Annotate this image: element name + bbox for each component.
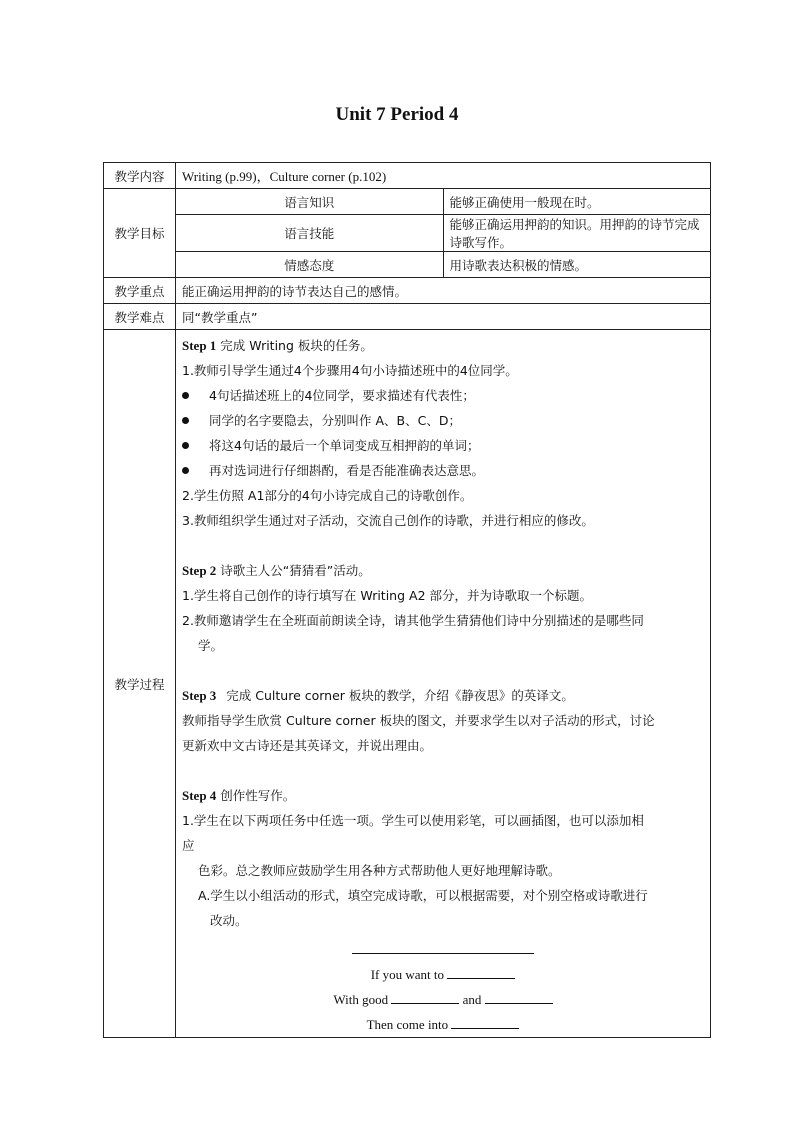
row-key-point — [104, 278, 711, 304]
paragraph: 3.教师组织学生通过对子活动，交流自己创作的诗歌，并进行相应的修改。 — [182, 513, 594, 528]
label-content: 教学内容 — [104, 163, 176, 189]
bullet-dot-icon — [182, 392, 189, 399]
goal-label: 语言技能 — [176, 215, 444, 252]
poem-line — [182, 987, 704, 1012]
value-difficulty: 同“教学重点” — [176, 304, 711, 330]
label-goals: 教学目标 — [104, 189, 176, 278]
spacer — [182, 533, 704, 558]
row-goal-attitude — [104, 252, 711, 278]
step4-heading — [182, 783, 704, 808]
paragraph: 应 — [182, 838, 195, 853]
row-goal-knowledge — [104, 189, 711, 215]
step1-heading — [182, 333, 704, 358]
bullet-item — [182, 383, 704, 408]
step-number: Step 2 — [182, 563, 217, 578]
value-key: 能正确运用押韵的诗节表达自己的感情。 — [176, 278, 711, 304]
step-number: Step 4 — [182, 788, 217, 803]
row-content — [104, 163, 711, 189]
bullet-item — [182, 408, 704, 433]
poem-title-blank — [182, 937, 704, 962]
lesson-plan-table — [103, 162, 711, 1038]
poem-text: and — [462, 992, 482, 1007]
paragraph: 1.教师引导学生通过4个步骤用4句小诗描述班中的4位同学。 — [182, 363, 518, 378]
label-process: 教学过程 — [104, 330, 176, 1038]
blank-line — [391, 991, 459, 1004]
step-number: Step 3 — [182, 688, 217, 703]
step-title: 诗歌主人公“猜猜看”活动。 — [220, 563, 371, 578]
poem-line — [182, 962, 704, 987]
paragraph: A.学生以小组活动的形式，填空完成诗歌，可以根据需要，对个别空格或诗歌进行 — [198, 888, 648, 903]
step3-heading — [182, 683, 704, 708]
poem-text: With good — [333, 992, 389, 1007]
page-title: Unit 7 Period 4 — [335, 104, 459, 125]
step-number: Step 1 — [182, 338, 217, 353]
paragraph: 教师指导学生欣赏 Culture corner 板块的图文，并要求学生以对子活动的形式，讨论 — [182, 713, 655, 728]
step2-heading — [182, 558, 704, 583]
goal-value: 能够正确使用一般现在时。 — [443, 189, 711, 215]
paragraph: 1.学生将自己创作的诗行填写在 Writing A2 部分，并为诗歌取一个标题。 — [182, 588, 592, 603]
bullet-text: 将这4句话的最后一个单词变成互相押韵的单词； — [209, 438, 480, 453]
label-key: 教学重点 — [104, 278, 176, 304]
paragraph: 学。 — [198, 638, 224, 653]
bullet-dot-icon — [182, 442, 189, 449]
value-content: Writing (p.99)，Culture corner (p.102) — [176, 163, 711, 189]
poem-text: If you want to — [370, 967, 445, 982]
paragraph: 改动。 — [210, 913, 248, 928]
step-title: 完成 Writing 板块的任务。 — [220, 338, 373, 353]
row-goal-skill — [104, 215, 711, 252]
paragraph: 2.学生仿照 A1部分的4句小诗完成自己的诗歌创作。 — [182, 488, 473, 503]
goal-label: 语言知识 — [176, 189, 444, 215]
paragraph: 2.教师邀请学生在全班面前朗读全诗，请其他学生猜猜他们诗中分别描述的是哪些同 — [182, 613, 644, 628]
paragraph: 色彩。总之教师应鼓励学生用各种方式帮助他人更好地理解诗歌。 — [198, 863, 561, 878]
bullet-text: 再对选词进行仔细斟酌，看是否能准确表达意思。 — [209, 463, 485, 478]
bullet-dot-icon — [182, 417, 189, 424]
blank-line — [451, 1016, 519, 1029]
poem-template — [182, 937, 704, 1037]
goal-label: 情感态度 — [176, 252, 444, 278]
step-title: 完成 Culture corner 板块的教学，介绍《静夜思》的英译文。 — [226, 688, 574, 703]
blank-line — [447, 966, 515, 979]
step-title: 创作性写作。 — [220, 788, 296, 803]
bullet-dot-icon — [182, 467, 189, 474]
bullet-item — [182, 433, 704, 458]
poem-line — [182, 1012, 704, 1037]
blank-line — [352, 941, 534, 954]
row-difficulty — [104, 304, 711, 330]
goal-value: 能够正确运用押韵的知识。用押韵的诗节完成诗歌写作。 — [443, 215, 711, 252]
spacer — [182, 758, 704, 783]
row-process — [104, 330, 711, 1038]
process-content — [176, 330, 711, 1038]
bullet-text: 4句话描述班上的4位同学，要求描述有代表性； — [209, 388, 475, 403]
blank-line — [485, 991, 553, 1004]
paragraph: 更新欢中文古诗还是其英译文，并说出理由。 — [182, 738, 433, 753]
bullet-item — [182, 458, 704, 483]
label-difficulty: 教学难点 — [104, 304, 176, 330]
goal-value: 用诗歌表达积极的情感。 — [443, 252, 711, 278]
spacer — [182, 658, 704, 683]
poem-text: Then come into — [366, 1017, 449, 1032]
bullet-text: 同学的名字要隐去，分别叫作 A、B、C、D； — [209, 413, 461, 428]
paragraph: 1.学生在以下两项任务中任选一项。学生可以使用彩笔，可以画插图，也可以添加相 — [182, 813, 644, 828]
